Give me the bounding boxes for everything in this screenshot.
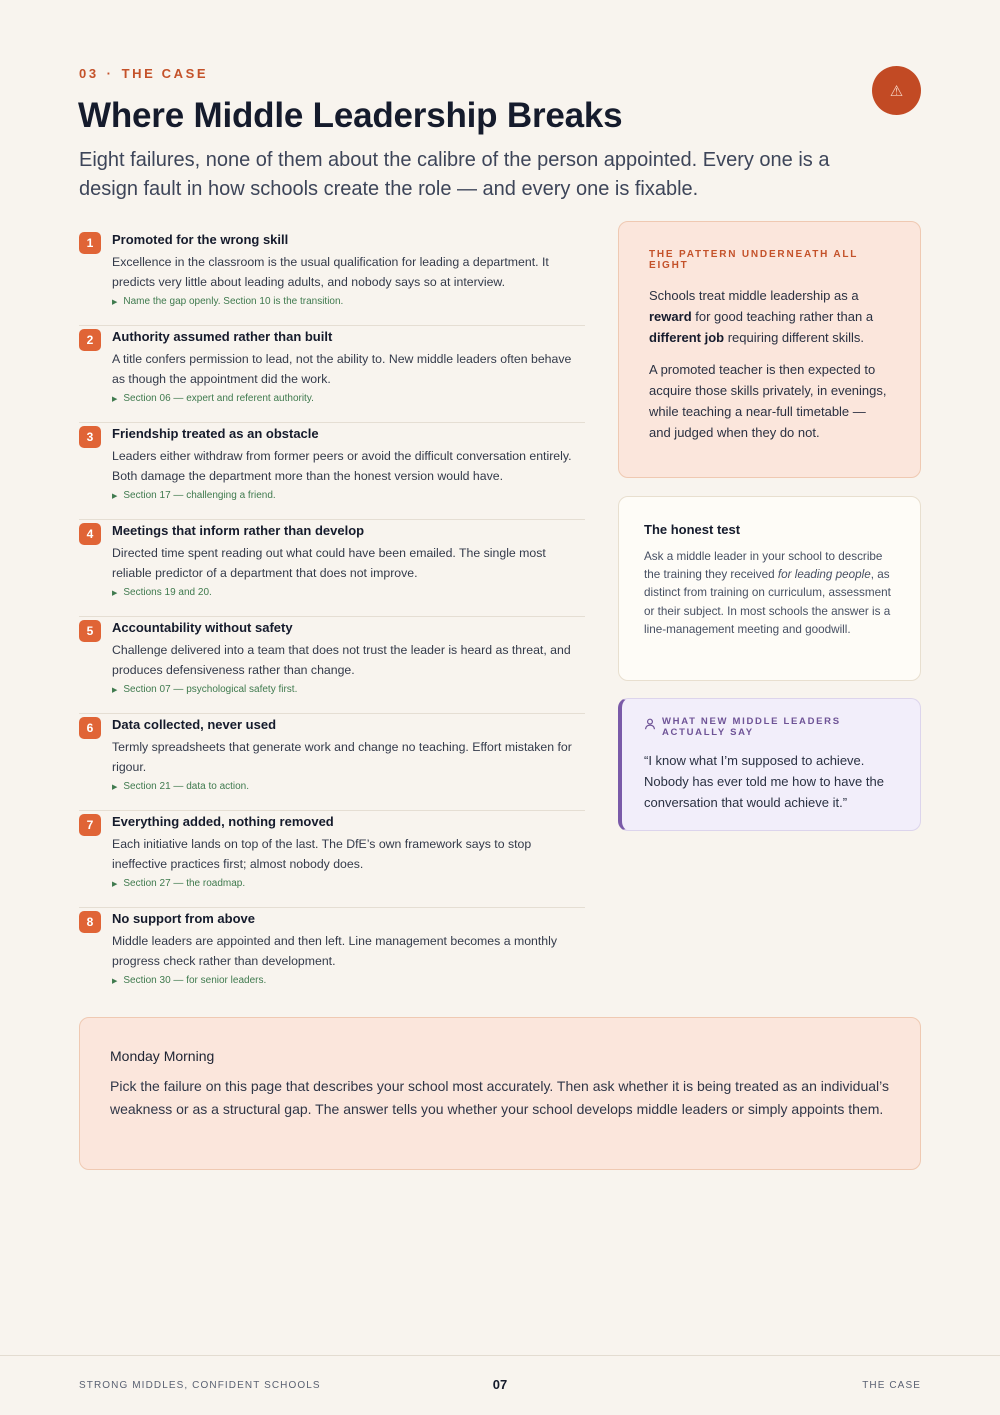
pattern-text: requiring different skills.: [724, 330, 865, 345]
pattern-paragraph-1: [649, 285, 890, 348]
failure-body: Leaders either withdraw from former peers or avoid the difficult conversation entirely. Both damage the department more than the honest version would have.: [112, 449, 572, 483]
failure-item: [79, 811, 585, 908]
section-number: 03: [79, 66, 99, 81]
cross-reference-text: Section 06 — expert and referent authority.: [123, 393, 314, 404]
failure-item: [79, 326, 585, 423]
failure-title: Authority assumed rather than built: [112, 329, 333, 344]
failure-cross-reference[interactable]: [112, 296, 343, 307]
section-kicker: [79, 66, 208, 81]
section-label: THE CASE: [121, 66, 209, 81]
triangle-right-icon: ▶: [112, 686, 118, 694]
pattern-text: for good teaching rather than a: [691, 309, 874, 324]
monday-morning-title: Monday Morning: [110, 1048, 215, 1064]
failure-number-badge: 7: [79, 814, 101, 836]
failure-cross-reference[interactable]: [112, 393, 314, 404]
failure-title: Everything added, nothing removed: [112, 814, 334, 829]
footer-section-name: THE CASE: [862, 1380, 921, 1391]
failure-number-badge: 4: [79, 523, 101, 545]
failure-cross-reference[interactable]: [112, 781, 249, 792]
cross-reference-text: Section 30 — for senior leaders.: [123, 975, 267, 986]
honest-test-body: [644, 548, 895, 639]
failure-number-badge: 5: [79, 620, 101, 642]
page-title: Where Middle Leadership Breaks: [78, 96, 623, 135]
failures-list: [79, 229, 585, 1005]
failure-title: Promoted for the wrong skill: [112, 232, 289, 247]
pattern-text: Schools treat middle leadership as a: [649, 288, 859, 303]
warning-icon: [872, 66, 921, 115]
failure-item: [79, 714, 585, 811]
failure-body: Each initiative lands on top of the last. The DfE’s own framework says to stop ineffective practices first; almost nobody does.: [112, 837, 532, 871]
triangle-right-icon: ▶: [112, 395, 118, 403]
pattern-callout: [618, 221, 921, 478]
failure-body: Directed time spent reading out what could have been emailed. The single most reliable predictor of a department that does not improve.: [112, 546, 546, 580]
triangle-right-icon: ▶: [112, 977, 118, 985]
failure-number-badge: 6: [79, 717, 101, 739]
cross-reference-text: Section 07 — psychological safety first.: [123, 684, 298, 695]
failure-cross-reference[interactable]: [112, 490, 276, 501]
failure-number-badge: 3: [79, 426, 101, 448]
honest-text: , as distinct from training on curriculum, assessment or their subject. In most schools the answer is a line-management meeting and goodwill.: [644, 568, 891, 636]
failure-title: No support from above: [112, 911, 256, 926]
failure-item: [79, 229, 585, 326]
page-subtitle: Eight failures, none of them about the calibre of the person appointed. Every one is a design fault in how schools create the role — and every one is fixable.: [79, 149, 830, 200]
triangle-right-icon: ▶: [112, 783, 118, 791]
triangle-right-icon: ▶: [112, 880, 118, 888]
page-number: 07: [492, 1377, 508, 1392]
cross-reference-text: Section 21 — data to action.: [123, 781, 250, 792]
triangle-right-icon: ▶: [112, 298, 118, 306]
failure-body: Challenge delivered into a team that does not trust the leader is heard as threat, and produces defensiveness rather than change.: [112, 643, 571, 677]
honest-test-card: [618, 496, 921, 681]
quote-label-text: WHAT NEW MIDDLE LEADERS ACTUALLY SAY: [662, 716, 841, 738]
failure-body: Middle leaders are appointed and then left. Line management becomes a monthly progress check rather than development.: [112, 934, 558, 968]
failure-item: [79, 908, 585, 1005]
quote-text: “I know what I’m supposed to achieve. Nobody has ever told me how to have the conversation that would achieve it.”: [644, 753, 884, 810]
pattern-emphasis-different-job: different job: [649, 330, 725, 345]
warning-glyph: ⚠: [889, 82, 904, 100]
failure-title: Accountability without safety: [112, 620, 293, 635]
honest-test-title: The honest test: [644, 522, 741, 537]
failure-number-badge: 1: [79, 232, 101, 254]
cross-reference-text: Sections 19 and 20.: [123, 587, 212, 598]
cross-reference-text: Section 27 — the roadmap.: [123, 878, 246, 889]
person-icon: [644, 718, 656, 730]
failure-cross-reference[interactable]: [112, 587, 212, 598]
failure-body: Excellence in the classroom is the usual qualification for leading a department. It predicts very little about leading adults, and nobody says so at interview.: [112, 255, 549, 289]
quote-label: [644, 716, 898, 738]
failure-body: Termly spreadsheets that generate work and change no teaching. Effort mistaken for rigour.: [112, 740, 572, 774]
failure-title: Meetings that inform rather than develop: [112, 523, 365, 538]
pattern-paragraph-2: A promoted teacher is then expected to acquire those skills privately, in evenings, while teaching a near-full timetable — and judged when they do not.: [649, 362, 887, 440]
pattern-emphasis-reward: reward: [649, 309, 692, 324]
failure-cross-reference[interactable]: [112, 878, 245, 889]
footer-divider: [0, 1355, 1000, 1356]
monday-morning-body: Pick the failure on this page that describes your school most accurately. Then ask whether it is being treated as an individual’s weakness or as a structural gap. The answer tells you whether your school develops middle leaders or simply appoints them.: [110, 1078, 889, 1117]
failure-body: A title confers permission to lead, not the ability to. New middle leaders often behave as though the appointment did the work.: [112, 352, 572, 386]
monday-morning-box: [79, 1017, 921, 1170]
cross-reference-text: Section 17 — challenging a friend.: [123, 490, 276, 501]
honest-emphasis: for leading people: [777, 568, 871, 582]
kicker-separator: ·: [106, 66, 114, 81]
triangle-right-icon: ▶: [112, 492, 118, 500]
failure-item: [79, 617, 585, 714]
footer-publication-title: STRONG MIDDLES, CONFIDENT SCHOOLS: [79, 1380, 321, 1391]
failure-cross-reference[interactable]: [112, 975, 266, 986]
failure-item: [79, 423, 585, 520]
quote-card: [618, 698, 921, 831]
cross-reference-text: Name the gap openly. Section 10 is the transition.: [123, 296, 344, 307]
failure-item: [79, 520, 585, 617]
triangle-right-icon: ▶: [112, 589, 118, 597]
failure-title: Friendship treated as an obstacle: [112, 426, 319, 441]
pattern-label: THE PATTERN UNDERNEATH ALL EIGHT: [649, 249, 859, 271]
failure-number-badge: 8: [79, 911, 101, 933]
failure-title: Data collected, never used: [112, 717, 277, 732]
failure-cross-reference[interactable]: [112, 684, 297, 695]
honest-text: Ask a middle leader in your school to describe the training they received: [644, 550, 883, 582]
failure-number-badge: 2: [79, 329, 101, 351]
